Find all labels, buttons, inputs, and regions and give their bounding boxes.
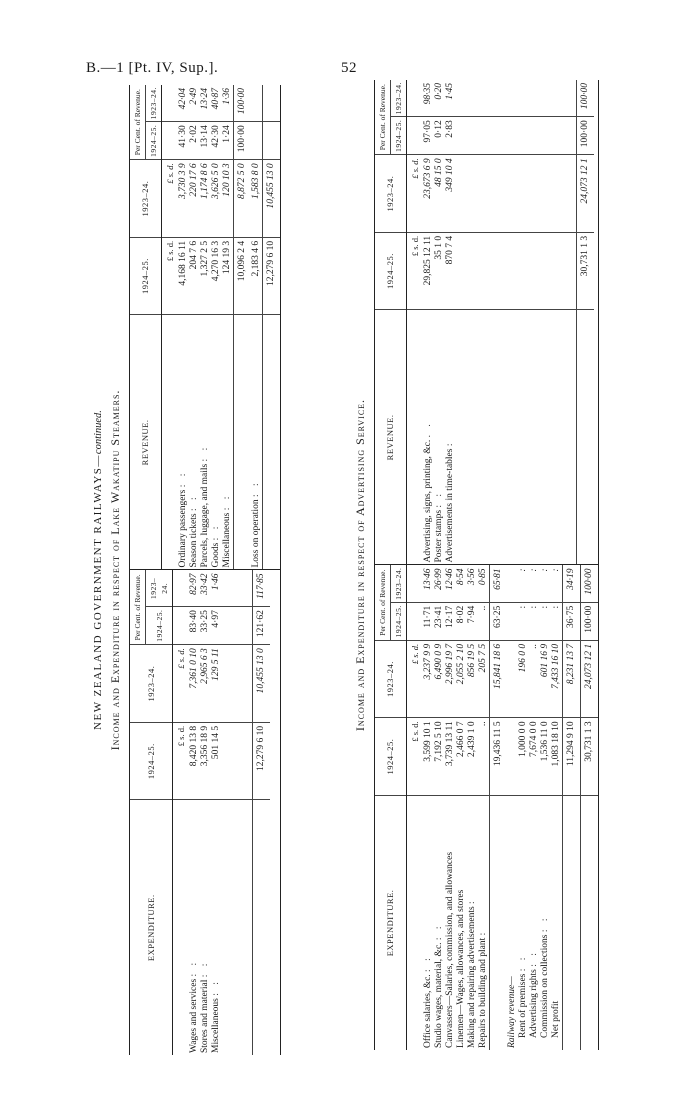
subtotal-cell: 8,231 13 7	[563, 640, 581, 718]
total-cell: 24,073 12 1	[577, 155, 595, 233]
row-label: Studio wages, material, &c. : :	[434, 923, 444, 1048]
amount-cell: 6,490 0 9	[434, 640, 445, 718]
advertising-panel	[352, 80, 642, 1050]
percent-cell: ..	[478, 602, 490, 640]
amount-cell: 48 15 0	[434, 155, 445, 233]
percent-cell: 3·56	[467, 566, 478, 603]
total-percent-cell: 100·00	[581, 602, 599, 640]
amount-cell: 2,965 6 3	[200, 645, 211, 723]
year-header: 1924–25.	[375, 718, 407, 796]
table-row	[445, 566, 456, 1051]
row-label: Net profit	[551, 1000, 561, 1038]
amount-cell: 1,583 8 0	[251, 160, 263, 238]
percent-year-header: 1923–24.	[146, 85, 162, 122]
row-label: Ordinary passengers : :	[178, 470, 188, 568]
expenditure-header: EXPENDITURE.	[375, 795, 407, 1050]
amount-cell: 501 14 5	[211, 722, 222, 800]
page-number: 52	[341, 60, 357, 76]
total-row	[581, 566, 599, 1051]
year-header: 1923–24.	[375, 155, 407, 233]
percent-year-header: 1923–24.	[146, 571, 173, 607]
percent-year-header: 1924–25.	[146, 607, 173, 645]
table-row	[434, 80, 445, 565]
percent-year-header: 1924–25.	[391, 117, 407, 155]
advertising-title: Income and Expenditure in respect of Advertising Service.	[353, 398, 367, 732]
amount-cell: 3,739 13 11	[445, 718, 456, 796]
percent-cell: :	[540, 566, 551, 603]
amount-cell: 2,439 1 0	[467, 718, 478, 796]
percent-cell: 1·36	[222, 85, 234, 122]
subtotal-percent-cell: 100·00	[234, 85, 252, 122]
percent-header: Per Cent. of Revenue.	[130, 571, 146, 645]
amount-cell: 23,673 6 9	[423, 155, 434, 233]
percent-cell: 26·99	[434, 566, 445, 603]
table-row	[189, 85, 200, 570]
percent-year-header: 1924–25.	[391, 602, 407, 640]
revenue-header: REVENUE.	[375, 310, 407, 565]
amount-cell: 7,433 16 10	[551, 640, 563, 718]
percent-cell: 0·12	[434, 117, 445, 155]
amount-cell: 29,825 12 11	[423, 232, 434, 310]
total-percent-cell: 100·00	[577, 80, 595, 117]
unit-label: £ s. d.	[173, 722, 190, 800]
subtotal-row	[563, 566, 581, 1051]
subtotal-cell: 10,096 2 4	[234, 237, 252, 315]
steamers-expenditure	[130, 570, 280, 1056]
table-row	[540, 566, 551, 1051]
total-row	[253, 571, 271, 1056]
total-cell: 24,073 12 1	[581, 640, 599, 718]
row-label: Advertisements in time-tables :	[445, 440, 455, 563]
amount-cell: 349 10 4	[445, 155, 456, 233]
amount-cell: 2,183 4 6	[251, 237, 263, 315]
amount-cell: 1,327 2 5	[200, 237, 211, 315]
amount-cell: 3,237 9 9	[423, 640, 434, 718]
percent-cell: 7·94	[467, 602, 478, 640]
unit-label: £ s. d.	[173, 645, 190, 723]
percent-cell: 2·02	[189, 122, 200, 160]
row-label: Miscellaneous : :	[211, 979, 221, 1053]
advertising-table	[374, 80, 599, 1050]
steamers-revenue	[130, 85, 280, 570]
table-row	[200, 571, 211, 1056]
percent-year-header: 1923–24.	[391, 80, 407, 117]
unit-label: £ s. d.	[407, 155, 424, 233]
steamers-table	[129, 85, 281, 1055]
percent-cell: 1·45	[445, 80, 456, 117]
subtotal-cell: 11,294 9 10	[563, 718, 581, 796]
amount-cell: 204 7 6	[189, 237, 200, 315]
percent-cell: 12·46	[445, 566, 456, 603]
amount-cell: 8,420 13 8	[189, 722, 200, 800]
amount-cell: 4,270 16 3	[211, 237, 222, 315]
steamers-panel	[90, 85, 315, 1055]
year-header: 1924–25.	[130, 722, 173, 800]
percent-cell: :	[529, 602, 540, 640]
amount-cell: 1,000 0 0	[518, 718, 529, 796]
table-row	[434, 566, 445, 1051]
unit-label: £ s. d.	[162, 160, 179, 238]
row-label: Railway revenue—	[507, 976, 517, 1048]
percent-cell: 0·85	[478, 566, 490, 603]
percent-cell: 40·87	[211, 85, 222, 122]
row-label: Season tickets : :	[189, 494, 199, 568]
subtotal-percent-cell: 36·75	[563, 602, 581, 640]
year-header: 1924–25.	[375, 232, 407, 310]
percent-cell: 2·49	[189, 85, 200, 122]
total-cell: 12,279 6 10	[253, 722, 271, 800]
amount-cell: ..	[478, 718, 490, 796]
steamers-title: Income and Expenditure in respect of Lake Wakatipu Steamers.	[108, 389, 122, 751]
row-label: Goods : :	[211, 523, 221, 568]
amount-cell: 7,192 5 10	[434, 718, 445, 796]
total-cell: 10,455 13 0	[263, 160, 281, 238]
percent-cell: 83·40	[189, 607, 200, 645]
year-header: 1923–24.	[130, 160, 162, 238]
amount-cell: 856 19 5	[467, 640, 478, 718]
total-cell: 10,455 13 0	[253, 645, 271, 723]
table-row	[467, 566, 478, 1051]
amount-cell: 1,083 18 10	[551, 718, 563, 796]
percent-cell: 1·24	[222, 122, 234, 160]
percent-cell: 2·83	[445, 117, 456, 155]
amount-cell: 196 0 0	[518, 640, 529, 718]
loss-row	[251, 85, 263, 570]
subtotal-row	[234, 85, 252, 570]
row-label: Commission on collections : :	[540, 915, 550, 1038]
percent-cell: 42·04	[178, 85, 189, 122]
percent-cell: 97·05	[423, 117, 434, 155]
table-row	[211, 85, 222, 570]
unit-label: £ s. d.	[407, 718, 424, 796]
subtotal-row	[490, 566, 508, 1051]
amount-cell: 129 5 11	[211, 645, 222, 723]
table-row	[200, 85, 211, 570]
percent-cell: 82·97	[189, 571, 200, 607]
total-percent-cell: 100·00	[581, 566, 599, 603]
row-label: Making and repairing advertisements :	[467, 898, 477, 1048]
amount-cell: 3,730 3 9	[178, 160, 189, 238]
percent-cell: :	[518, 602, 529, 640]
percent-cell: 8·54	[456, 566, 467, 603]
total-cell: 30,731 1 3	[581, 718, 599, 796]
total-row	[263, 85, 281, 570]
table-row	[423, 566, 434, 1051]
amount-cell: 7,674 0 0	[529, 718, 540, 796]
amount-cell: 3,599 10 1	[423, 718, 434, 796]
table-row	[445, 80, 456, 565]
table-row	[456, 566, 467, 1051]
subtotal-cell: 8,872 5 0	[234, 160, 252, 238]
main-title-continued: continued.	[93, 410, 104, 455]
amount-cell: 4,168 16 11	[178, 237, 189, 315]
percent-cell: :	[529, 566, 540, 603]
table-row	[518, 566, 529, 1051]
row-label: Poster stamps : :	[434, 490, 444, 563]
percent-cell: :	[551, 602, 563, 640]
subtotal-percent-cell: 34·19	[563, 566, 581, 603]
row-label: Miscellaneous : :	[222, 493, 232, 568]
table-row	[178, 85, 189, 570]
row-label: Canvassers—Salaries, commission, and allowances	[445, 851, 455, 1048]
row-label: Linemen—Wages, allowances, and stores	[456, 889, 466, 1048]
amount-cell: 2,466 0 7	[456, 718, 467, 796]
amount-cell: 35 1 0	[434, 232, 445, 310]
percent-header: Per Cent. of Revenue.	[375, 80, 391, 155]
percent-cell: 41·30	[178, 122, 189, 160]
subtotal-cell: 15,841 18 6	[490, 640, 508, 718]
percent-cell: 1·46	[211, 571, 222, 607]
percent-cell: 13·46	[423, 566, 434, 603]
row-label: Repairs to building and plant :	[478, 929, 488, 1048]
percent-cell: 11·71	[423, 602, 434, 640]
percent-cell: :	[551, 566, 563, 603]
advertising-revenue	[375, 80, 598, 565]
percent-cell: 42·30	[211, 122, 222, 160]
total-percent-cell: 100·00	[577, 117, 595, 155]
table-row	[189, 571, 200, 1056]
page-reference: B.—1 [Pt. IV, Sup.].	[86, 60, 219, 76]
row-label: Wages and services : :	[189, 959, 199, 1053]
railway-revenue-heading	[507, 566, 518, 1051]
table-row	[551, 566, 563, 1051]
percent-header: Per Cent. of Revenue.	[130, 85, 146, 160]
subtotal-cell: 19,436 11 5	[490, 718, 508, 796]
percent-cell: 13·24	[200, 85, 211, 122]
percent-cell: 8·02	[456, 602, 467, 640]
amount-cell: ..	[529, 640, 540, 718]
amount-cell: 120 10 3	[222, 160, 234, 238]
main-title: NEW ZEALAND GOVERNMENT RAILWAYS—continued.	[92, 410, 104, 730]
amount-cell: 7,361 0 10	[189, 645, 200, 723]
amount-cell: 205 7 5	[478, 640, 490, 718]
total-cell: 12,279 6 10	[263, 237, 281, 315]
table-row	[478, 566, 490, 1051]
amount-cell: 2,055 2 10	[456, 640, 467, 718]
amount-cell: 601 16 9	[540, 640, 551, 718]
percent-cell: 0·20	[434, 80, 445, 117]
unit-label: £ s. d.	[407, 232, 424, 310]
percent-cell: 33·42	[200, 571, 211, 607]
table-row	[423, 80, 434, 565]
expenditure-header: EXPENDITURE.	[130, 800, 173, 1055]
table-row	[529, 566, 540, 1051]
total-cell: 30,731 1 3	[577, 232, 595, 310]
table-row	[222, 85, 234, 570]
amount-cell: 220 17 6	[189, 160, 200, 238]
amount-cell: 2,996 19 7	[445, 640, 456, 718]
amount-cell: 1,174 8 6	[200, 160, 211, 238]
amount-cell: 3,356 18 9	[200, 722, 211, 800]
amount-cell: 3,626 5 0	[211, 160, 222, 238]
unit-label: £ s. d.	[162, 237, 179, 315]
table-row	[211, 571, 222, 1056]
percent-header: Per Cent. of Revenue.	[375, 566, 391, 641]
percent-cell: 13·14	[200, 122, 211, 160]
percent-year-header: 1923–24.	[391, 566, 407, 603]
row-label: Rent of premises : :	[518, 954, 528, 1038]
percent-cell: 23·41	[434, 602, 445, 640]
total-percent-cell: 117·85	[253, 571, 271, 607]
percent-cell: 12·17	[445, 602, 456, 640]
unit-label: £ s. d.	[407, 640, 424, 718]
row-label: Office salaries, &c. : :	[423, 955, 433, 1048]
percent-year-header: 1924–25.	[146, 122, 162, 160]
percent-cell: :	[540, 602, 551, 640]
year-header: 1923–24.	[130, 645, 173, 723]
amount-cell: 1,536 11 0	[540, 718, 551, 796]
year-header: 1924–25.	[130, 237, 162, 315]
percent-cell: :	[518, 566, 529, 603]
subtotal-percent-cell: 65·81	[490, 566, 508, 603]
year-header: 1923–24.	[375, 640, 407, 718]
subtotal-percent-cell: 63·25	[490, 602, 508, 640]
revenue-header: REVENUE.	[130, 315, 162, 570]
advertising-expenditure	[375, 565, 598, 1051]
row-label: Stores and material : :	[200, 960, 210, 1053]
row-label: Parcels, luggage, and mails : :	[200, 444, 210, 568]
row-label: Advertising rights : :	[529, 950, 539, 1038]
amount-cell: 124 19 3	[222, 237, 234, 315]
percent-cell: 4·97	[211, 607, 222, 645]
row-label: Loss on operation : :	[251, 480, 261, 568]
total-row	[577, 80, 595, 565]
percent-cell: 98·35	[423, 80, 434, 117]
amount-cell: 870 7 4	[445, 232, 456, 310]
row-label: Advertising, signs, printing, &c. . .	[423, 421, 433, 563]
percent-cell: 33·25	[200, 607, 211, 645]
total-percent-cell: 121·62	[253, 607, 271, 645]
subtotal-percent-cell: 100·00	[234, 122, 252, 160]
